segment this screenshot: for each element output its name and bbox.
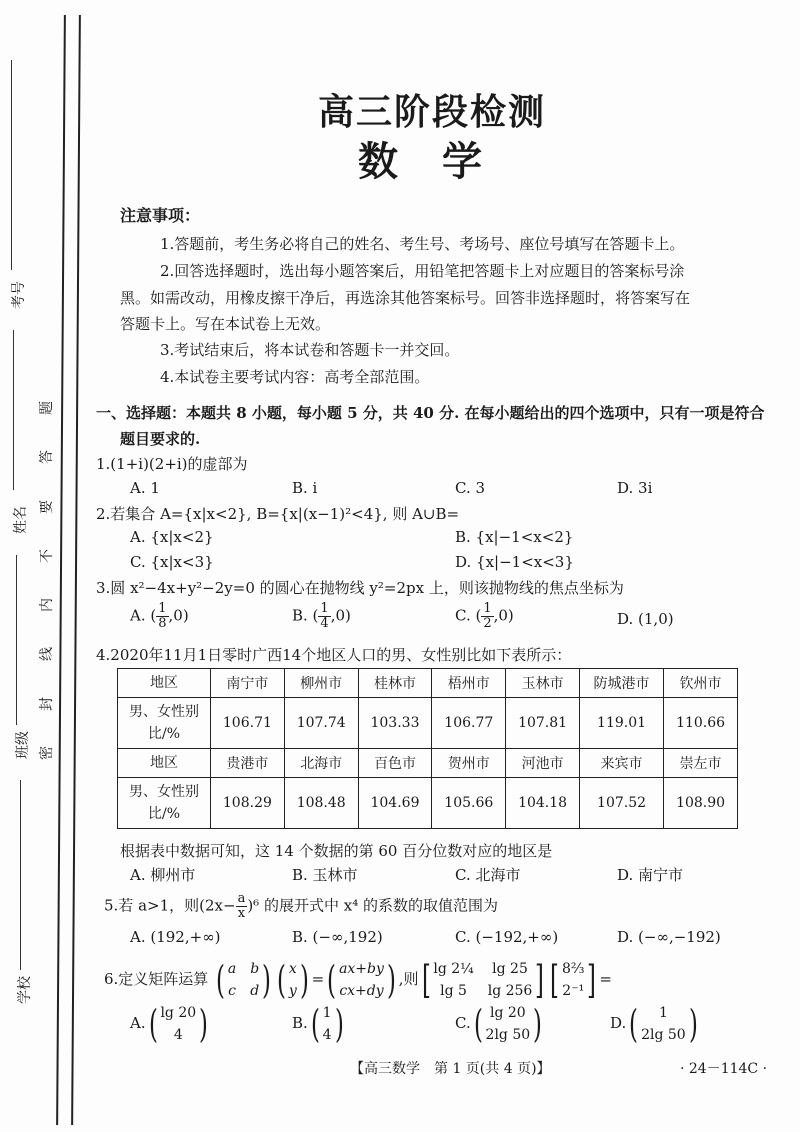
sex-ratio-table xyxy=(117,668,738,829)
q2-option: D. {x|−1<x<3} xyxy=(455,553,574,571)
table-row: 男、女性别 比/% 106.71 107.74 103.33 106.77 107.81 119.01 110.66 xyxy=(118,698,738,749)
binding-line-outer xyxy=(56,15,66,1125)
q1-option: B. i xyxy=(292,479,318,497)
q4-stem: 4.2020年11月1日零时广西14个地区人口的男、女性别比如下表所示： xyxy=(96,646,572,664)
q5-stem: 5.若 a>1，则(2x− $\frac{a}{x}$ )⁶ 的展开式中 x⁴ 的系数的取值范围为 xyxy=(104,891,498,921)
q4-followup: 根据表中数据可知，这 14 个数据的第 60 百分位数对应的地区是 xyxy=(120,842,553,860)
q1-option: A. 1 xyxy=(130,479,160,497)
q4-option: B. 玉林市 xyxy=(292,866,358,884)
class-label: 班级 xyxy=(15,731,31,759)
table-row: 地区 南宁市 柳州市 桂林市 梧州市 玉林市 防城港市 钦州市 xyxy=(118,669,738,698)
exam-number-label: 考号 xyxy=(11,281,27,309)
q4-option: C. 北海市 xyxy=(455,866,521,884)
q1-option: C. 3 xyxy=(455,479,486,497)
q6-option: B. ( 1 4 ) xyxy=(292,1002,344,1046)
q3-option: C. ( $\frac{1}{2}$ ,0) xyxy=(455,601,514,631)
notice-item: 黑。如需改动，用橡皮擦干净后，再选涂其他答案标号。回答非选择题时，将答案写在 xyxy=(120,289,691,307)
q3-option: D. (1,0) xyxy=(617,610,674,628)
q4-option: D. 南宁市 xyxy=(617,866,684,884)
q6-option: C. ( lg 20 2lg 50 ) xyxy=(455,1002,543,1046)
q2-option: B. {x|−1<x<2} xyxy=(455,528,574,546)
table-row: 男、女性别 比/% 108.29 108.48 104.69 105.66 104.18 107.52 108.90 xyxy=(118,778,738,829)
notice-item: 4.本试卷主要考试内容：高考全部范围。 xyxy=(160,368,430,386)
q5-option: B. (−∞,192) xyxy=(292,928,383,946)
q1-option: D. 3i xyxy=(617,479,653,497)
q5-option: A. (192,+∞) xyxy=(130,928,221,946)
q2-option: A. {x|x<2} xyxy=(130,528,214,546)
q3-option: B. ( $\frac{1}{4}$ ,0) xyxy=(292,601,351,631)
q6-stem: 6.定义矩阵运算 ( a b c d ) ( x y ) = ( ax+by cx+dy ) ,则 [ lg 2¼ lg 25 lg 5 lg 256 ] [ 8⅔ 2⁻¹ ] = xyxy=(104,958,612,1002)
q6-option: D. ( 1 2lg 50 ) xyxy=(610,1002,698,1046)
q5-option: D. (−∞,−192) xyxy=(617,928,721,946)
q6-option: A. ( lg 20 4 ) xyxy=(130,1002,209,1046)
section-heading: 一、选择题：本题共 8 小题，每小题 5 分，共 40 分. 在每小题给出的四个选项中，只有一项是符合 xyxy=(96,404,765,422)
notice-item: 1.答题前，考生务必将自己的姓名、考生号、考场号、座位号填写在答题卡上。 xyxy=(160,235,685,253)
q3-stem: 3.圆 x²−4x+y²−2y=0 的圆心在抛物线 y²=2px 上，则该抛物线的焦点坐标为 xyxy=(96,579,624,597)
q1-stem: 1.(1+i)(2+i)的虚部为 xyxy=(96,455,248,473)
binding-line-inner xyxy=(71,15,81,1125)
paper-code: · 24－114C · xyxy=(680,1061,768,1077)
notice-item: 3.考试结束后，将本试卷和答题卡一并交回。 xyxy=(160,341,460,359)
exam-title: 高三阶段检测 xyxy=(318,91,547,133)
notice-item: 2.回答选择题时，选出每小题答案后，用铅笔把答题卡上对应题目的答案标号涂 xyxy=(160,262,685,280)
q3-option: A. ( $\frac{1}{8}$ ,0) xyxy=(130,601,189,631)
notice-item: 答题卡上。写在本试卷上无效。 xyxy=(120,315,331,333)
subject-title: 数学 xyxy=(358,138,526,185)
q2-stem: 2.若集合 A={x|x<2}, B={x|(x−1)²<4}, 则 A∪B= xyxy=(96,505,460,523)
q2-option: C. {x|x<3} xyxy=(130,553,214,571)
section-heading-cont: 题目要求的. xyxy=(120,430,201,448)
table-row: 地区 贵港市 北海市 百色市 贺州市 河池市 来宾市 崇左市 xyxy=(118,749,738,778)
seal-notice: 密 封 线 内 不 要 答 题 xyxy=(39,401,55,760)
notice-heading: 注意事项： xyxy=(120,206,201,225)
page-footer: 【高三数学 第 1 页(共 4 页)】 xyxy=(350,1061,551,1077)
q5-option: C. (−192,+∞) xyxy=(455,928,559,946)
school-label: 学校 xyxy=(17,976,33,1004)
q4-option: A. 柳州市 xyxy=(130,866,196,884)
name-label: 姓名 xyxy=(13,506,29,534)
